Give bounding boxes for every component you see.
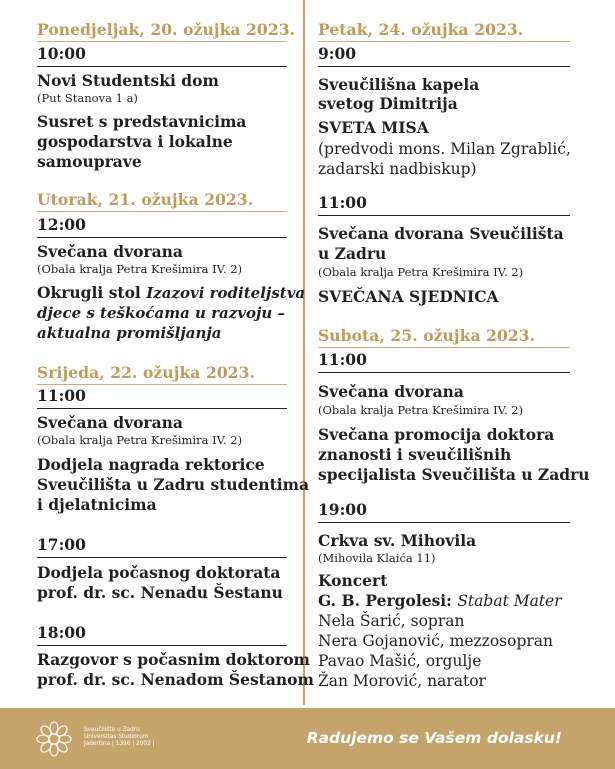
- time-rule: [318, 522, 570, 523]
- address: (Mihovila Klaića 11): [318, 551, 436, 565]
- composer: G. B. Pergolesi:: [318, 591, 452, 610]
- note-line: (predvodi mons. Milan Zgrablić,: [318, 140, 571, 158]
- tagline: Radujemo se Vašem dolasku!: [306, 729, 562, 747]
- university-logo-icon: [34, 719, 74, 759]
- time-label: 12:00: [37, 215, 86, 234]
- address: (Obala kralja Petra Krešimira IV. 2): [37, 262, 243, 276]
- venue: u Zadru: [318, 244, 387, 263]
- event-line: [37, 283, 305, 303]
- performer: Nera Gojanović, mezzosopran: [318, 632, 554, 650]
- performer: Žan Morović, narator: [318, 672, 486, 690]
- event-prefix: Okrugli stol: [37, 283, 141, 302]
- address: (Put Stanova 1 a): [37, 91, 138, 105]
- logo-line: Jadertina | 1396 | 2002 |: [84, 741, 155, 747]
- time-rule: [318, 66, 570, 67]
- logo-line: Universitas Studiorum: [84, 734, 149, 740]
- venue: Novi Studentski dom: [37, 71, 219, 90]
- event-title-italic: djece s teškoćama u razvoju –: [37, 304, 286, 322]
- time-rule: [318, 372, 570, 373]
- venue: Svečana dvorana Sveučilišta: [318, 224, 564, 243]
- time-rule: [37, 66, 287, 67]
- event-line: Dodjela nagrada rektorice: [37, 455, 265, 474]
- column-divider: [303, 0, 305, 705]
- event-title: Koncert: [318, 571, 388, 590]
- time-label: 11:00: [37, 386, 86, 405]
- venue: Svečana dvorana: [318, 382, 464, 401]
- event-line: i djelatnicima: [37, 495, 157, 514]
- day-heading-friday: Petak, 24. ožujka 2023.: [318, 20, 524, 39]
- time-label: 18:00: [37, 623, 86, 642]
- time-label: 11:00: [318, 350, 367, 369]
- venue: Crkva sv. Mihovila: [318, 531, 477, 550]
- event-line: Susret s predstavnicima: [37, 112, 247, 131]
- time-rule: [37, 408, 287, 409]
- day-heading-saturday: Subota, 25. ožujka 2023.: [318, 326, 536, 345]
- time-label: 19:00: [318, 500, 367, 519]
- event-line: gospodarstva i lokalne: [37, 132, 233, 151]
- day-rule: [318, 347, 570, 348]
- day-heading-tuesday: Utorak, 21. ožujka 2023.: [37, 190, 254, 209]
- day-rule: [318, 41, 570, 42]
- footer-banner: [0, 708, 615, 769]
- day-rule: [37, 211, 287, 212]
- event-line: specijalista Sveučilišta u Zadru: [318, 465, 590, 484]
- event-line: Dodjela počasnog doktorata: [37, 563, 281, 582]
- event-line: samouprave: [37, 152, 142, 171]
- address: (Obala kralja Petra Krešimira IV. 2): [37, 433, 243, 447]
- venue: Svečana dvorana: [37, 242, 183, 261]
- venue: svetog Dimitrija: [318, 94, 458, 113]
- work-title: Stabat Mater: [457, 592, 562, 610]
- performer: Nela Šarić, sopran: [318, 612, 465, 630]
- time-rule: [37, 645, 287, 646]
- time-rule: [318, 215, 570, 216]
- day-heading-wednesday: Srijeda, 22. ožujka 2023.: [37, 363, 255, 382]
- event-line: prof. dr. sc. Nenadu Šestanu: [37, 583, 283, 602]
- time-rule: [37, 557, 287, 558]
- event-line: Svečana promocija doktora: [318, 425, 555, 444]
- address: (Obala kralja Petra Krešimira IV. 2): [318, 403, 524, 417]
- event-line: Razgovor s počasnim doktorom: [37, 650, 310, 669]
- day-rule: [37, 384, 287, 385]
- day-heading-monday: Ponedjeljak, 20. ožujka 2023.: [37, 20, 296, 39]
- event-title: SVETA MISA: [318, 118, 429, 137]
- time-label: 10:00: [37, 44, 86, 63]
- event-title-italic: aktualna promišljanja: [37, 324, 222, 342]
- time-label: 11:00: [318, 193, 367, 212]
- logo-text: [84, 727, 155, 748]
- performer: Pavao Mašić, orgulje: [318, 652, 482, 670]
- venue: Svečana dvorana: [37, 413, 183, 432]
- event-line: [318, 591, 562, 611]
- logo-line: Sveučilište u Zadru: [84, 727, 140, 733]
- address: (Obala kralja Petra Krešimira IV. 2): [318, 265, 524, 279]
- venue: Sveučilišna kapela: [318, 75, 480, 94]
- note-line: zadarski nadbiskup): [318, 160, 477, 178]
- event-line: znanosti i sveučilišnih: [318, 445, 512, 464]
- time-label: 9:00: [318, 44, 357, 63]
- event-line: Sveučilišta u Zadru studentima: [37, 475, 310, 494]
- day-rule: [37, 41, 287, 42]
- event-title-italic: Izazovi roditeljstva: [146, 284, 306, 302]
- event-line: prof. dr. sc. Nenadom Šestanom: [37, 670, 314, 689]
- time-label: 17:00: [37, 535, 86, 554]
- time-rule: [37, 237, 287, 238]
- event-title: SVEČANA SJEDNICA: [318, 287, 499, 306]
